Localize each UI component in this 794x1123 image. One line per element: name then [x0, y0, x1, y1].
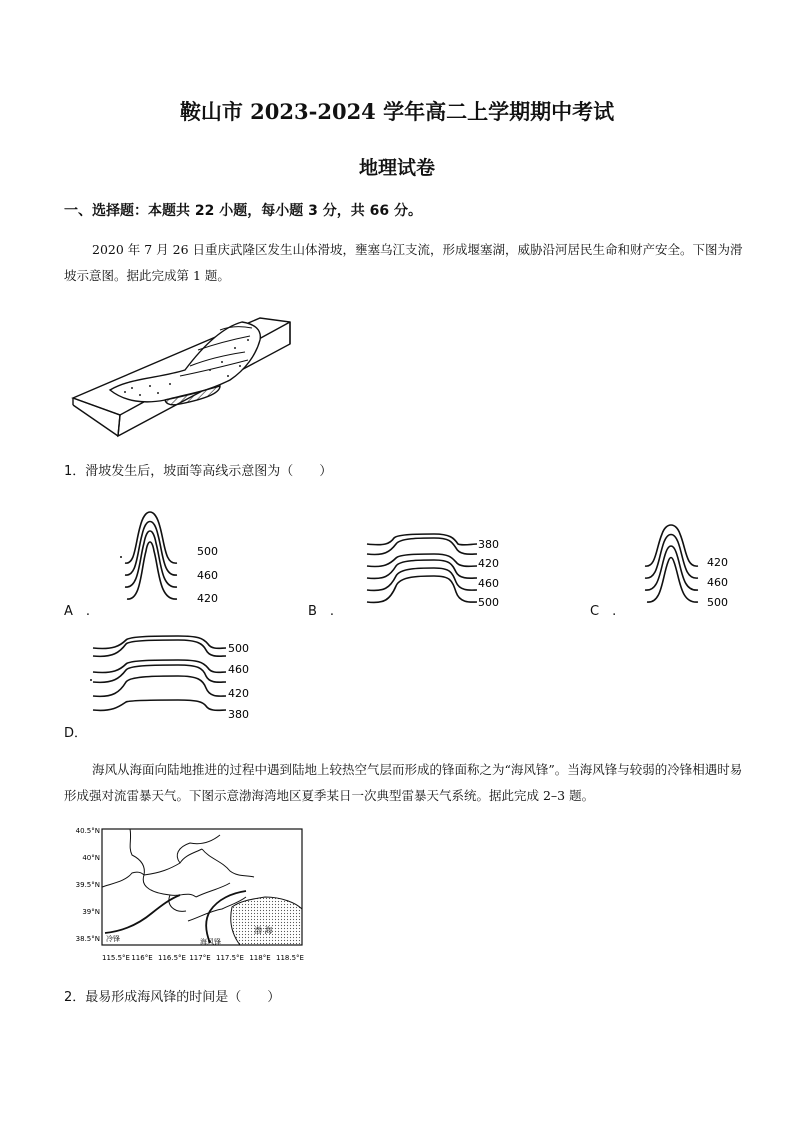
question-2: 2．最易形成海风锋的时间是（ ） [64, 990, 281, 1005]
option-c-contour-label: 460 [707, 576, 728, 589]
bohai-bay-map [70, 825, 310, 970]
cold-front-label: 冷锋 [106, 935, 120, 943]
option-d-contour-map [88, 630, 268, 722]
lon-label: 116°E [131, 954, 153, 962]
lon-label: 117°E [189, 954, 211, 962]
option-b-label[interactable]: B . [308, 604, 335, 619]
lon-label: 118°E [249, 954, 271, 962]
landslide-diagram [70, 300, 295, 440]
option-b-contour-label: 380 [478, 538, 499, 551]
lon-label: 117.5°E [216, 954, 244, 962]
option-a-contour-label: 460 [197, 569, 218, 582]
option-b-contour-map [362, 530, 502, 610]
lat-label: 39°N [82, 908, 100, 916]
option-c-contour-label: 420 [707, 556, 728, 569]
section-heading: 一、选择题：本题共 22 小题，每小题 3 分，共 66 分。 [64, 203, 422, 219]
option-d-contour-label: 460 [228, 663, 249, 676]
lon-label: 115.5°E [102, 954, 130, 962]
page-subtitle: 地理试卷 [358, 157, 435, 179]
option-b-contour-label: 420 [478, 557, 499, 570]
option-d-contour-label: 500 [228, 642, 249, 655]
option-d-contour-label: 380 [228, 708, 249, 721]
option-a-contour-label: 500 [197, 545, 218, 558]
lat-label: 38.5°N [75, 935, 100, 943]
bohai-sea-label: 渤 海 [254, 926, 273, 935]
page-title: 鞍山市 2023-2024 学年高二上学期期中考试 [179, 99, 615, 124]
lon-label: 118.5°E [276, 954, 304, 962]
lat-label: 40.5°N [75, 827, 100, 835]
question-1: 1．滑坡发生后，坡面等高线示意图为（ ） [64, 464, 333, 479]
option-d-contour-label: 420 [228, 687, 249, 700]
option-d-label[interactable]: D． [64, 726, 88, 741]
passage-2: 海风从海面向陆地推进的过程中遇到陆地上较热空气层而形成的锋面称之为“海风锋”。当海风锋与较弱的冷锋相遇时易形成强对流雷暴天气。下图示意渤海湾地区夏季某日一次典型雷暴天气系统。据此完成 2–3 题。 [64, 762, 743, 803]
option-a-label[interactable]: A . [64, 604, 91, 619]
option-c-label[interactable]: C . [590, 604, 617, 619]
option-a-contour-label: 420 [197, 592, 218, 605]
option-c-contour-map [640, 518, 740, 613]
lat-label: 39.5°N [75, 881, 100, 889]
sea-breeze-front-label: 海风锋 [200, 938, 221, 946]
lon-label: 116.5°E [158, 954, 186, 962]
option-a-contour-map [115, 505, 225, 610]
passage-1: 2020 年 7 月 26 日重庆武隆区发生山体滑坡，壅塞乌江支流，形成堰塞湖，威胁沿河居民生命和财产安全。下图为滑坡示意图。据此完成第 1 题。 [64, 242, 743, 283]
option-c-contour-label: 500 [707, 596, 728, 609]
lat-label: 40°N [82, 854, 100, 862]
option-b-contour-label: 460 [478, 577, 499, 590]
option-b-contour-label: 500 [478, 596, 499, 609]
